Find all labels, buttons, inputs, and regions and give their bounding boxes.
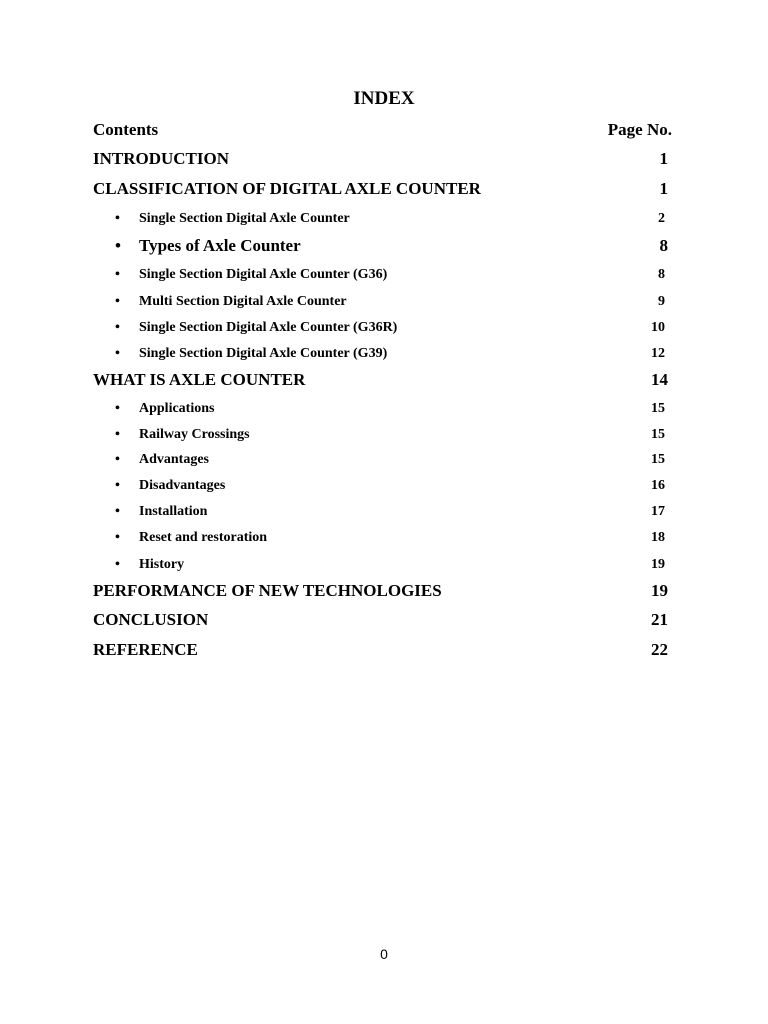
contents-header: Contents bbox=[93, 120, 159, 139]
toc-section: CLASSIFICATION OF DIGITAL AXLE COUNTER bbox=[93, 179, 481, 198]
toc-subitem: Railway Crossings bbox=[139, 427, 250, 442]
toc-page-number: 16 bbox=[651, 478, 665, 493]
bullet-icon: • bbox=[115, 346, 120, 361]
bullet-icon: • bbox=[115, 452, 120, 467]
toc-subitem: Multi Section Digital Axle Counter bbox=[139, 294, 347, 309]
bullet-icon: • bbox=[115, 557, 120, 572]
toc-page-number: 17 bbox=[651, 504, 665, 519]
toc-subitem: Advantages bbox=[139, 452, 210, 467]
toc-subitem: Types of Axle Counter bbox=[139, 236, 301, 255]
bullet-icon: • bbox=[115, 427, 120, 442]
toc-section: REFERENCE bbox=[93, 640, 198, 659]
toc-page-number: 9 bbox=[658, 294, 665, 309]
toc-page-number: 10 bbox=[651, 320, 665, 335]
toc-subitem: Single Section Digital Axle Counter bbox=[139, 211, 350, 226]
toc-subitem: Applications bbox=[139, 401, 215, 416]
toc-page-number: 15 bbox=[651, 427, 665, 442]
bullet-icon: • bbox=[115, 401, 120, 416]
toc-subitem: Installation bbox=[139, 504, 208, 519]
toc-section: WHAT IS AXLE COUNTER bbox=[93, 370, 306, 389]
toc-page-number: 22 bbox=[651, 640, 668, 659]
footer-page-number: 0 bbox=[380, 946, 388, 962]
toc-page-number: 1 bbox=[659, 179, 668, 198]
toc-subitem: Single Section Digital Axle Counter (G39) bbox=[139, 346, 388, 361]
toc-page-number: 8 bbox=[658, 267, 665, 282]
toc-page-number: 15 bbox=[651, 452, 665, 467]
page-no-header: Page No. bbox=[607, 120, 672, 139]
toc-section: INTRODUCTION bbox=[93, 149, 230, 168]
toc-page-number: 1 bbox=[659, 149, 668, 168]
bullet-icon: • bbox=[115, 478, 120, 493]
toc-section: PERFORMANCE OF NEW TECHNOLOGIES bbox=[93, 581, 442, 600]
page-title: INDEX bbox=[353, 88, 415, 109]
bullet-icon: • bbox=[115, 504, 120, 519]
bullet-icon: • bbox=[115, 294, 120, 309]
bullet-icon: • bbox=[115, 211, 120, 226]
bullet-icon: • bbox=[115, 530, 120, 545]
toc-subitem: Reset and restoration bbox=[139, 530, 268, 545]
bullet-icon: • bbox=[115, 236, 121, 255]
toc-section: CONCLUSION bbox=[93, 610, 209, 629]
toc-page-number: 21 bbox=[651, 610, 668, 629]
toc-page-number: 12 bbox=[651, 346, 665, 361]
toc-page-number: 18 bbox=[651, 530, 665, 545]
toc-page-number: 15 bbox=[651, 401, 665, 416]
toc-page-number: 19 bbox=[651, 557, 665, 572]
bullet-icon: • bbox=[115, 320, 120, 335]
toc-subitem: Single Section Digital Axle Counter (G36R) bbox=[139, 320, 398, 335]
bullet-icon: • bbox=[115, 267, 120, 282]
toc-page-number: 2 bbox=[658, 211, 665, 226]
toc-subitem: History bbox=[139, 557, 185, 572]
toc-subitem: Single Section Digital Axle Counter (G36) bbox=[139, 267, 388, 282]
toc-subitem: Disadvantages bbox=[139, 478, 226, 493]
toc-page-number: 14 bbox=[651, 370, 668, 389]
toc-page-number: 8 bbox=[659, 236, 668, 255]
toc-page-number: 19 bbox=[651, 581, 668, 600]
